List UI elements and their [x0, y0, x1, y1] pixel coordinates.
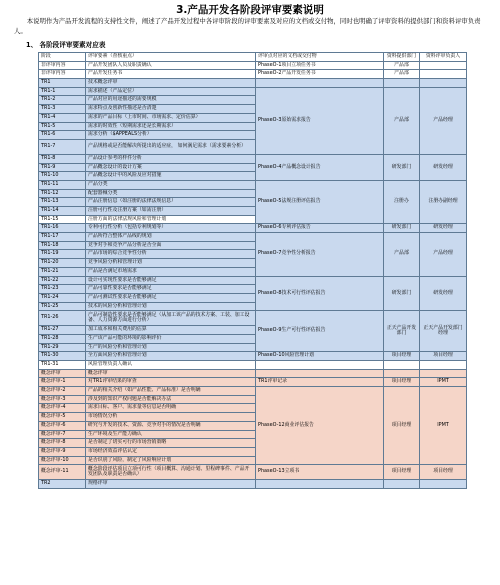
stage-cell: TR1-19: [39, 250, 86, 259]
table-row: [39, 154, 467, 163]
table-row: [39, 87, 467, 96]
element-cell: 产品可测试性要求是否能够满足: [86, 293, 256, 302]
dept-cell: 研发部门: [384, 224, 420, 233]
owner-cell: IPMT: [420, 387, 467, 465]
element-cell: 需求分析（$APPEALS分析）: [86, 131, 256, 140]
stage-cell: 概念评审-3: [39, 395, 86, 404]
deliverable-cell: TR1评审记录: [256, 378, 384, 387]
element-cell: 概念阶段评估项目立项可行性（项目概算、沟通计划、里程碑事件、产品开发团队及职责是否确认）: [86, 465, 256, 480]
dept-cell: 项目经理: [384, 465, 420, 480]
stage-cell: TR1-22: [39, 276, 86, 285]
owner-cell: 注册办副经理: [420, 180, 467, 223]
stage-cell: TR1-10: [39, 172, 86, 181]
table-row: [39, 311, 467, 326]
deliverable-cell: PhaseO-1项目立项任务书: [256, 61, 384, 70]
dept-cell: [384, 480, 420, 489]
owner-cell: IPMT: [420, 378, 467, 387]
table-header-row: [39, 53, 467, 62]
element-cell: 产品设计参考的样件分析: [86, 154, 256, 163]
stage-cell: TR1-23: [39, 285, 86, 294]
dept-cell: 研发部门: [384, 154, 420, 180]
dept-cell: 正天产品开发部门: [384, 311, 420, 352]
element-cell: 生产该产品可能的环境的影响评价: [86, 334, 256, 343]
table-row: [39, 480, 467, 489]
stage-cell: 非评审内容: [39, 61, 86, 70]
table-row: [39, 61, 467, 70]
stage-cell: TR1-15: [39, 215, 86, 224]
deliverable-cell: PhaseO-3原始需求报告: [256, 87, 384, 154]
element-cell: 涉及到的知识产权问题是否能解决办法: [86, 395, 256, 404]
stage-cell: 非评审内容: [39, 70, 86, 79]
dept-cell: 注册办: [384, 180, 420, 223]
element-cell: 产品概念设计中的风险及应对措施: [86, 172, 256, 181]
table-row: [39, 79, 467, 88]
dept-cell: 项目经理: [384, 387, 420, 465]
stage-cell: TR2: [39, 480, 86, 489]
stage-cell: TR1: [39, 79, 86, 88]
element-cell: 配套器械分类: [86, 189, 256, 198]
element-cell: 需求特点及创新性描述是否清楚: [86, 105, 256, 114]
stage-cell: TR1-25: [39, 302, 86, 311]
stage-cell: 概念评审-6: [39, 421, 86, 430]
owner-cell: 研发经理: [420, 224, 467, 233]
owner-cell: 研发经理: [420, 276, 467, 311]
deliverable-cell: PhaseO-10风险管理计划: [256, 352, 384, 361]
element-cell: 设计可实现性要求是否能够满足: [86, 276, 256, 285]
stage-cell: TR1-29: [39, 343, 86, 352]
dept-cell: 产品部: [384, 61, 420, 70]
table-row: [39, 387, 467, 396]
element-cell: 技术概念评审: [86, 79, 256, 88]
dept-cell: 产品部: [384, 87, 420, 154]
stage-cell: TR1-17: [39, 233, 86, 242]
element-cell: 产品可制造性要求是否能够满足（从加工该产品的技术方案、工装、加工设备、人力资源方面进行分析）: [86, 311, 256, 326]
table-row: [39, 233, 467, 242]
stage-cell: TR1-12: [39, 189, 86, 198]
dept-cell: 项目经理: [384, 378, 420, 387]
owner-cell: [420, 361, 467, 370]
stage-cell: TR1-28: [39, 334, 86, 343]
stage-cell: TR1-14: [39, 207, 86, 216]
stage-cell: 概念评审-8: [39, 439, 86, 448]
owner-cell: 正天产品开发部门经理: [420, 311, 467, 352]
owner-cell: 产品经理: [420, 233, 467, 276]
element-cell: 产品开发团队人员及职责确认: [86, 61, 256, 70]
table-row: [39, 361, 467, 370]
dept-cell: 研发部门: [384, 276, 420, 311]
element-cell: 竞争风险分析和管理计划: [86, 259, 256, 268]
element-cell: 规格评审: [86, 480, 256, 489]
element-cell: 需求目标、客户、需求量等信息是否明确: [86, 404, 256, 413]
stage-cell: 概念评审-1: [39, 378, 86, 387]
deliverable-cell: [256, 361, 384, 370]
element-cell: 产品是否满足市场需求: [86, 267, 256, 276]
deliverable-cell: PhaseO-9生产可行性评估报告: [256, 311, 384, 352]
element-cell: 全方面风险分析和管理计划: [86, 352, 256, 361]
dept-cell: 产品部: [384, 233, 420, 276]
deliverable-cell: PhaseO-7竞争性分析报告: [256, 233, 384, 276]
column-header: 评审点对应的文档或交付物: [256, 53, 384, 62]
stage-cell: TR1-13: [39, 198, 86, 207]
stage-cell: TR1-6: [39, 131, 86, 140]
stage-cell: TR1-31: [39, 361, 86, 370]
element-cell: 产品的相关介绍（如产品性能、产品标准）是否明确: [86, 387, 256, 396]
column-header: 资料评审负责人: [420, 53, 467, 62]
deliverable-cell: [256, 79, 384, 88]
element-cell: 产品对应的用途描述的需要规模: [86, 96, 256, 105]
stage-cell: 概念评审-9: [39, 447, 86, 456]
owner-cell: [420, 369, 467, 378]
stage-cell: 概念评审-2: [39, 387, 86, 396]
table-row: [39, 70, 467, 79]
stage-cell: TR1-20: [39, 259, 86, 268]
stage-cell: 概念评审-7: [39, 430, 86, 439]
element-cell: 产品所符合整体产品线的规划: [86, 233, 256, 242]
table-row: [39, 378, 467, 387]
owner-cell: 研发经理: [420, 154, 467, 180]
stage-cell: TR1-3: [39, 105, 86, 114]
review-elements-table: [38, 52, 467, 489]
element-cell: 产品规格或是否能解决所提出的适应症， 如何满足需求（需求要素分析）: [86, 139, 256, 154]
deliverable-cell: PhaseO-6专利评估报告: [256, 224, 384, 233]
section-heading: 1、 各阶段评审要素对应表: [26, 41, 106, 49]
element-cell: 需求的时效性（短期需求还是长期需求）: [86, 122, 256, 131]
stage-cell: TR1-16: [39, 224, 86, 233]
deliverable-cell: [256, 480, 384, 489]
stage-cell: TR1-1: [39, 87, 86, 96]
column-header: 评审要素（查核重点）: [86, 53, 256, 62]
owner-cell: 产品经理: [420, 87, 467, 154]
dept-cell: 项目经理: [384, 352, 420, 361]
owner-cell: 项目经理: [420, 352, 467, 361]
element-cell: 概念评审: [86, 369, 256, 378]
element-cell: 产品市场的综合竞争性分析: [86, 250, 256, 259]
stage-cell: TR1-8: [39, 154, 86, 163]
element-cell: 产品分类: [86, 180, 256, 189]
stage-cell: TR1-9: [39, 163, 86, 172]
stage-cell: TR1-7: [39, 139, 86, 154]
column-header: 阶段: [39, 53, 86, 62]
stage-cell: TR1-27: [39, 326, 86, 335]
element-cell: 产品概念设计的设计方案: [86, 163, 256, 172]
table-row: [39, 276, 467, 285]
element-cell: 注册方面的法律法规风险和管理计划: [86, 215, 256, 224]
dept-cell: 产品部: [384, 70, 420, 79]
stage-cell: TR1-5: [39, 122, 86, 131]
element-cell: 生产的风险分析和管理计划: [86, 343, 256, 352]
owner-cell: [420, 480, 467, 489]
deliverable-cell: PhaseO-4产品概念设计报告: [256, 154, 384, 180]
element-cell: 竞争对手和竞争产品分析是否全面: [86, 241, 256, 250]
dept-cell: [384, 369, 420, 378]
table-row: [39, 180, 467, 189]
element-cell: 需求描述（产品定位）: [86, 87, 256, 96]
element-cell: 需求的产品目标（上市时间、市场需求、定价估算）: [86, 113, 256, 122]
element-cell: 注册可行性及注册方案（如需注册）: [86, 207, 256, 216]
owner-cell: [420, 70, 467, 79]
table-row: [39, 352, 467, 361]
deliverable-cell: PhaseO-12商业评估报告: [256, 387, 384, 465]
stage-cell: TR1-24: [39, 293, 86, 302]
element-cell: 专利可行性分析（包括专利规划等）: [86, 224, 256, 233]
element-cell: 产品开发任务书: [86, 70, 256, 79]
element-cell: 市场经济效益评估认定: [86, 447, 256, 456]
element-cell: 生产环境及生产能力确认: [86, 430, 256, 439]
stage-cell: 概念评审-4: [39, 404, 86, 413]
element-cell: 产品注册信息（如注册的法律法规信息）: [86, 198, 256, 207]
stage-cell: TR1-11: [39, 180, 86, 189]
element-cell: 是否识别了风险，制定了风险响应计划: [86, 456, 256, 465]
stage-cell: TR1-21: [39, 267, 86, 276]
element-cell: 对TR1评审结果的审查: [86, 378, 256, 387]
table-row: [39, 465, 467, 480]
stage-cell: TR1-2: [39, 96, 86, 105]
element-cell: 产品可靠性要求是否能够满足: [86, 285, 256, 294]
stage-cell: 概念评审: [39, 369, 86, 378]
element-cell: 技术的风险分析和管理计划: [86, 302, 256, 311]
dept-cell: [384, 361, 420, 370]
owner-cell: 项目经理: [420, 465, 467, 480]
deliverable-cell: PhaseO-2产品开发任务书: [256, 70, 384, 79]
stage-cell: TR1-26: [39, 311, 86, 326]
doc-title: 3.产品开发各阶段评审要素说明: [176, 4, 324, 16]
deliverable-cell: PhaseO-13立项书: [256, 465, 384, 480]
element-cell: 研究与开发的技术、资源、竞争对手的情况是否明确: [86, 421, 256, 430]
stage-cell: 概念评审-10: [39, 456, 86, 465]
stage-cell: TR1-18: [39, 241, 86, 250]
doc-intro: 本说明作为产品开发流程的支持性文件，阐述了产品开发过程中各评审阶段的评审要素及对应的文档或交付物，同时也明确了评审资料的提供部门和资料评审负责人。: [14, 17, 481, 35]
element-cell: 市场情况分析: [86, 413, 256, 422]
dept-cell: [384, 79, 420, 88]
owner-cell: [420, 61, 467, 70]
table-row: [39, 369, 467, 378]
element-cell: 加工成本和相关费用的估算: [86, 326, 256, 335]
deliverable-cell: [256, 369, 384, 378]
stage-cell: TR1-4: [39, 113, 86, 122]
element-cell: 是否制定了切实可行的市场营销策略: [86, 439, 256, 448]
stage-cell: TR1-30: [39, 352, 86, 361]
table-row: [39, 224, 467, 233]
element-cell: 风险管理负责人确认: [86, 361, 256, 370]
deliverable-cell: PhaseO-8技术可行性评估报告: [256, 276, 384, 311]
stage-cell: 概念评审-11: [39, 465, 86, 480]
stage-cell: 概念评审-5: [39, 413, 86, 422]
deliverable-cell: PhaseO-5法规注册评估报告: [256, 180, 384, 223]
column-header: 资料提供部门: [384, 53, 420, 62]
owner-cell: [420, 79, 467, 88]
